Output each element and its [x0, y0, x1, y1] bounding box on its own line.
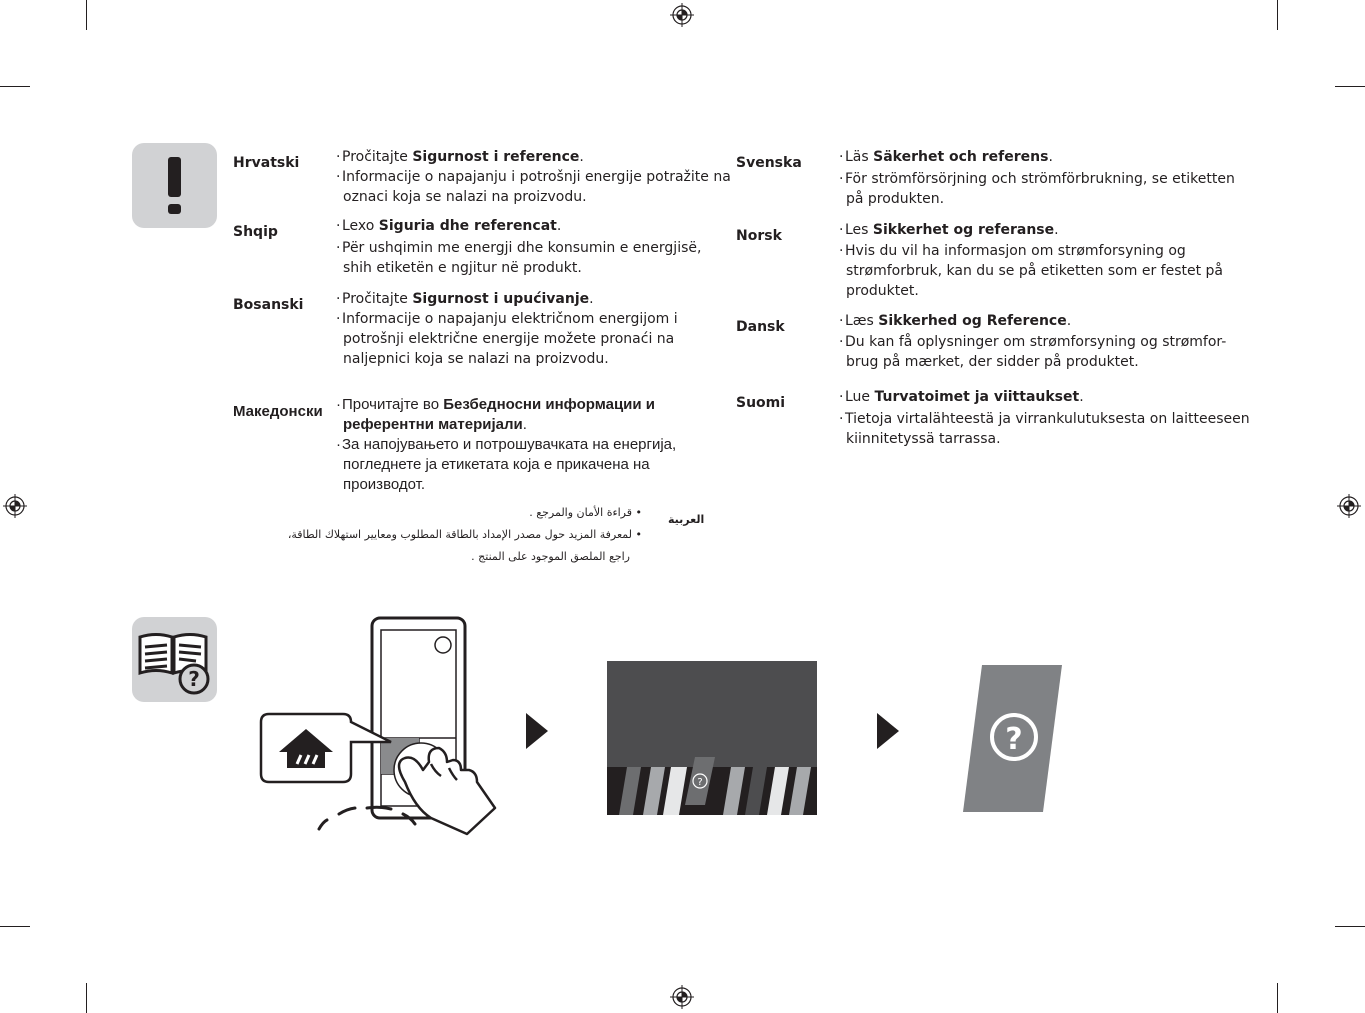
swedish-bullet-2: · För strömförsörjning och strömförbrukning, se etiketten	[839, 171, 1235, 187]
norwegian-bullet-1: · Les Sikkerhet og referanse.	[839, 222, 1059, 238]
svg-text:?: ?	[697, 777, 703, 788]
albanian-bullet-2: · Për ushqimin me energji dhe konsumin e energjisë,	[336, 240, 702, 256]
crop-mark	[1277, 0, 1278, 30]
lang-label-finnish: Suomi	[736, 395, 786, 411]
albanian-block	[336, 216, 701, 278]
lang-label-swedish: Svenska	[736, 155, 802, 171]
macedonian-bullet-2-cont: погледнете ја етикетата која е прикачена на	[343, 456, 650, 473]
albanian-bullet-2-cont: shih etiketën e ngjitur në produkt.	[343, 260, 582, 276]
arabic-line-2: • لمعرفة المزيد حول مصدر الإمداد بالطاقة المطلوب ومعايير استهلاك الطاقة،	[287, 528, 642, 541]
remote-illustration	[255, 612, 505, 837]
manual-help-icon	[132, 617, 217, 702]
lang-label-macedonian: Македонски	[233, 403, 323, 420]
swedish-block	[839, 147, 1235, 209]
danish-block	[839, 311, 1226, 372]
arabic-line-1: • قراءة الأمان والمرجع .	[529, 506, 642, 519]
crop-mark	[86, 983, 87, 1013]
danish-bullet-2-cont: brug på mærket, der sidder på produktet.	[846, 354, 1139, 370]
swedish-bullet-1: · Läs Säkerhet och referens.	[839, 149, 1053, 165]
arabic-block	[280, 502, 642, 568]
danish-bullet-1: · Læs Sikkerhed og Reference.	[839, 313, 1072, 329]
crop-mark	[1277, 983, 1278, 1013]
lang-label-arabic: العربية	[668, 513, 705, 526]
crop-mark	[1335, 926, 1365, 927]
norwegian-bullet-2-cont: produktet.	[846, 283, 919, 299]
norwegian-bullet-2: · Hvis du vil ha informasjon om strømforsyning og	[839, 243, 1186, 259]
finnish-block	[839, 387, 1250, 449]
lang-label-croatian: Hrvatski	[233, 155, 300, 171]
arrow-right-icon	[876, 712, 900, 750]
croatian-bullet-2-cont: oznaci koja se nalazi na proizvodu.	[343, 189, 587, 205]
bosnian-bullet-2-cont: potrošnji električne energije možete pronaći na	[343, 331, 675, 347]
macedonian-bullet-2: ·За напојувањето и потрошувачката на енергија,	[336, 436, 677, 453]
macedonian-bullet-2-cont: производот.	[343, 476, 426, 493]
croatian-bullet-2: · Informacije o napajanju i potrošnji energije potražite na	[336, 169, 731, 185]
norwegian-block	[839, 220, 1223, 301]
svg-text:?: ?	[188, 667, 200, 691]
bosnian-block	[336, 289, 678, 369]
pressing-hand	[394, 743, 495, 834]
svg-text:?: ?	[1005, 722, 1023, 757]
lang-label-bosnian: Bosanski	[233, 297, 304, 313]
power-button	[435, 637, 451, 653]
bosnian-bullet-2: · Informacije o napajanju električnom energijom i	[336, 311, 678, 327]
tv-screen-illustration	[607, 661, 817, 815]
croatian-bullet-1: · Pročitajte Sigurnost i reference.	[336, 149, 584, 165]
bosnian-bullet-1: · Pročitajte Sigurnost i upućivanje.	[336, 291, 594, 307]
registration-mark-icon	[670, 3, 694, 27]
finnish-bullet-2-cont: kiinnitetyssä tarrassa.	[846, 431, 1001, 447]
arrow-right-icon	[525, 712, 549, 750]
registration-mark-icon	[3, 494, 27, 518]
danish-bullet-2: · Du kan få oplysninger om strømforsyning og strømfor-	[839, 334, 1227, 350]
swedish-bullet-2-cont: på produkten.	[846, 191, 945, 207]
arabic-line-3: راجع الملصق الموجود على المنتج .	[471, 550, 630, 563]
exclamation-icon	[132, 143, 217, 228]
question-icon	[963, 665, 1063, 812]
macedonian-bullet-1-cont: референтни материјали.	[343, 416, 527, 433]
albanian-bullet-1: · Lexo Siguria dhe referencat.	[336, 218, 562, 234]
lang-label-norwegian: Norsk	[736, 228, 782, 244]
crop-mark	[86, 0, 87, 30]
lang-label-albanian: Shqip	[233, 224, 278, 240]
crop-mark	[0, 86, 30, 87]
norwegian-bullet-2-cont: strømforbruk, kan du se på etiketten som er festet på	[846, 263, 1224, 279]
crop-mark	[1335, 86, 1365, 87]
croatian-block	[336, 147, 731, 207]
finnish-bullet-1: · Lue Turvatoimet ja viittaukset.	[839, 389, 1084, 405]
lang-label-danish: Dansk	[736, 319, 785, 335]
finnish-bullet-2: · Tietoja virtalähteestä ja virrankulutuksesta on laitteeseen	[839, 411, 1250, 427]
registration-mark-icon	[1337, 494, 1361, 518]
registration-mark-icon	[670, 985, 694, 1009]
crop-mark	[0, 926, 30, 927]
bosnian-bullet-2-cont: naljepnici koja se nalazi na proizvodu.	[343, 351, 609, 367]
macedonian-bullet-1: ·Прочитајте во Безбедносни информации и	[336, 396, 656, 413]
macedonian-block	[336, 395, 676, 495]
